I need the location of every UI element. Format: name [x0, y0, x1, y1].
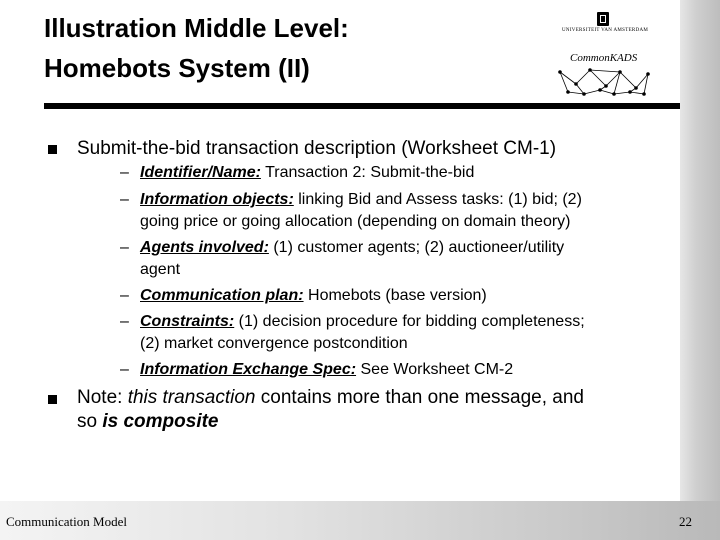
network-graph-icon: [556, 64, 652, 98]
university-logo: [562, 12, 649, 38]
university-seal-icon: [597, 12, 609, 26]
bullet-text-1: Submit-the-bid transaction description (Worksheet CM-1): [77, 138, 557, 159]
subitem-communication-plan-text: Homebots (base version): [303, 287, 487, 304]
subitem-constraints-cont: (2) market convergence postcondition: [140, 334, 408, 352]
page-number: 22: [679, 514, 692, 529]
bullet-marker-1: [48, 145, 57, 154]
subitem-information-objects-label: Information objects:: [140, 191, 294, 208]
university-logo-text: UNIVERSITEIT VAN AMSTERDAM: [562, 28, 649, 33]
subitem-identifier-text: Transaction 2: Submit-the-bid: [260, 164, 475, 181]
dash-4: –: [120, 287, 129, 304]
title-line-2: Homebots System (II): [44, 53, 310, 83]
subitem-communication-plan-label: Communication plan:: [140, 287, 304, 304]
note-emphasis-1: [128, 387, 256, 408]
note-prefix: Note:: [77, 387, 128, 408]
slide-title: [44, 8, 524, 88]
note-so: so: [77, 411, 103, 432]
subitem-constraints-label: Constraints:: [140, 313, 235, 330]
subitem-information-objects-cont: going price or going allocation (depending on domain theory): [140, 212, 571, 230]
commonkads-logo: [556, 52, 652, 98]
subitem-constraints: [140, 311, 650, 354]
dash-2: –: [120, 191, 129, 208]
subitem-communication-plan: [140, 285, 650, 307]
title-line-1: Illustration Middle Level:: [44, 13, 349, 43]
dash-1: –: [120, 164, 129, 181]
subitem-information-exchange-label: Information Exchange Spec:: [140, 361, 357, 378]
subitem-information-objects: [140, 189, 650, 232]
note-middle: contains more than one message, and: [255, 387, 584, 408]
commonkads-logo-text: CommonKADS: [570, 52, 638, 64]
right-decorative-strip: [680, 0, 720, 540]
dash-5: –: [120, 313, 129, 330]
subitem-agents-cont: agent: [140, 260, 181, 278]
subitem-information-exchange-text: See Worksheet CM-2: [356, 361, 514, 378]
subitem-identifier: [140, 162, 650, 184]
footer-section-title: Communication Model: [6, 514, 127, 529]
subitem-agents: [140, 237, 650, 280]
dash-6: –: [120, 361, 129, 378]
dash-3: –: [120, 239, 129, 256]
title-divider: [44, 103, 680, 109]
subitem-information-objects-text: linking Bid and Assess tasks: (1) bid; (2): [293, 191, 582, 208]
bullet-marker-2: [48, 395, 57, 404]
subitem-constraints-text: (1) decision procedure for bidding completeness;: [234, 313, 585, 330]
subitem-agents-text: (1) customer agents; (2) auctioneer/utility: [268, 239, 565, 256]
note-emphasis-1-text: this transaction: [127, 387, 256, 408]
subitem-information-exchange: [140, 359, 650, 381]
subitem-agents-label: Agents involved:: [140, 239, 269, 256]
note-emphasis-2: is composite: [102, 411, 219, 432]
subitem-identifier-label: Identifier/Name:: [140, 164, 261, 181]
bullet-text-2: [77, 386, 667, 434]
